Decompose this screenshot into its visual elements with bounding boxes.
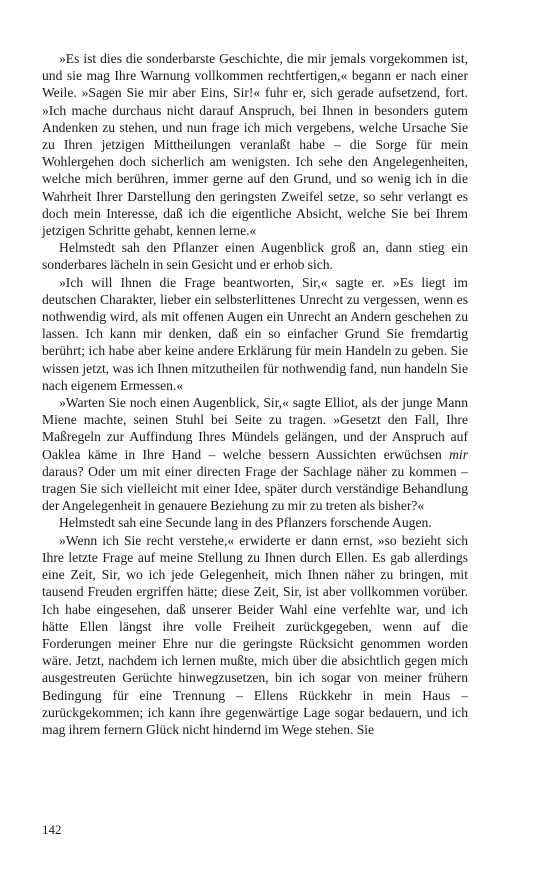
paragraph bbox=[42, 532, 468, 738]
paragraph-text: daraus? Oder um mit einer directen Frage der Sachlage näher zu kommen – tragen Sie sich vielleicht mit einer Idee, später durch verständige Behandlung der Angelegenheit in genauere Beziehung zu mir zu treten als bisher?« bbox=[42, 463, 468, 514]
paragraph-text: »Warten Sie noch einen Augenblick, Sir,« sagte Elliot, als der junge Mann Miene machte, seinen Stuhl bei Seite zu tragen. »Gesetzt den Fall, Ihre Maßregeln zur Auffindung Ihres Mündels gelängen, und der Anspruch auf Oaklea käme in Ihre Hand – welche bessern Aussichten erwüchsen bbox=[42, 395, 468, 462]
paragraph-text: Helmstedt sah eine Secunde lang in des Pflanzers forschende Augen. bbox=[59, 515, 432, 531]
page-body bbox=[42, 50, 468, 738]
paragraph bbox=[42, 239, 468, 273]
paragraph bbox=[42, 50, 468, 239]
paragraph-text: »Wenn ich Sie recht verstehe,« erwiderte er dann ernst, »so bezieht sich Ihre letzte Frage auf meine Stellung zu Ihnen durch Ellen. Es gab allerdings eine Zeit, Sir, wo ich jede Gelegenheit, mich Ihnen näher zu bringen, mit tausend Freuden ergriffen hätte; diese Zeit, Sir, ist aber vollkommen vorüber. Ich habe eingesehen, daß unserer Beider Wahl eine verfehlte war, und ich hätte Ellen längst ihre volle Freiheit zurückgegeben, wenn auf die Forderungen meiner Ehre nur die geringste Rücksicht genommen worden wäre. Jetzt, nachdem ich lernen mußte, mich über die absichtlich gegen mich ausgestreuten Gerüchte hinwegzusetzen, bin ich sogar von meiner frühern Bedingung für eine Trennung – Ellens Rückkehr in mein Haus – zurückgekommen; ich kann ihre gegenwärtige Lage sogar bedauern, und ich mag ihrem fernern Glück nicht hindernd im Wege stehen. Sie bbox=[42, 532, 468, 737]
paragraph-text: »Ich will Ihnen die Frage beantworten, Sir,« sagte er. »Es liegt im deutschen Charakter, lieber ein selbsterlittenes Unrecht zu vergessen, wenn es nothwendig wird, als mit offenen Augen ein Unrecht an Andern geschehen zu lassen. Ich kann mir denken, daß ein so einfacher Grund Sie fremdartig berührt; ich habe aber keine andere Erklärung für mein Handeln zu geben. Sie wissen jetzt, was ich Ihnen mitzutheilen für nothwendig fand, nun handeln Sie nach eigenem Ermessen.« bbox=[42, 274, 468, 393]
paragraph-text: Helmstedt sah den Pflanzer einen Augenblick groß an, dann stieg ein sonderbares lächeln in sein Gesicht und er erhob sich. bbox=[42, 240, 468, 273]
page-number: 142 bbox=[42, 822, 62, 837]
emphasis-text: mir bbox=[449, 446, 468, 462]
paragraph-text: »Es ist dies die sonderbarste Geschichte, die mir jemals vorgekommen ist, und sie mag Ihre Warnung vollkommen rechtfertigen,« begann er nach einer Weile. »Sagen Sie mir aber Eins, Sir!« fuhr er, sich gerade aufsetzend, fort. »Ich mache durchaus nicht darauf Anspruch, bei Ihnen in besonders gutem Andenken zu stehen, und nun frage ich mich vergebens, welche Ursache Sie zu Ihren jetzigen Mittheilungen veranlaßt habe – die Sorge für mein Wohlergehen doch sicherlich am wenigsten. Ich sehe den Angelegenheiten, welche mich berühren, immer gerne auf den Grund, und so wenig ich in die Wahrheit Ihrer Darstellung den geringsten Zweifel setze, so sehr verlangt es doch mein Interesse, daß ich die eigentliche Absicht, welche Sie bei Ihrem jetzigen Schritte gehabt, kennen lerne.« bbox=[42, 51, 468, 239]
paragraph bbox=[42, 394, 468, 514]
paragraph bbox=[42, 274, 468, 394]
paragraph bbox=[42, 514, 468, 531]
